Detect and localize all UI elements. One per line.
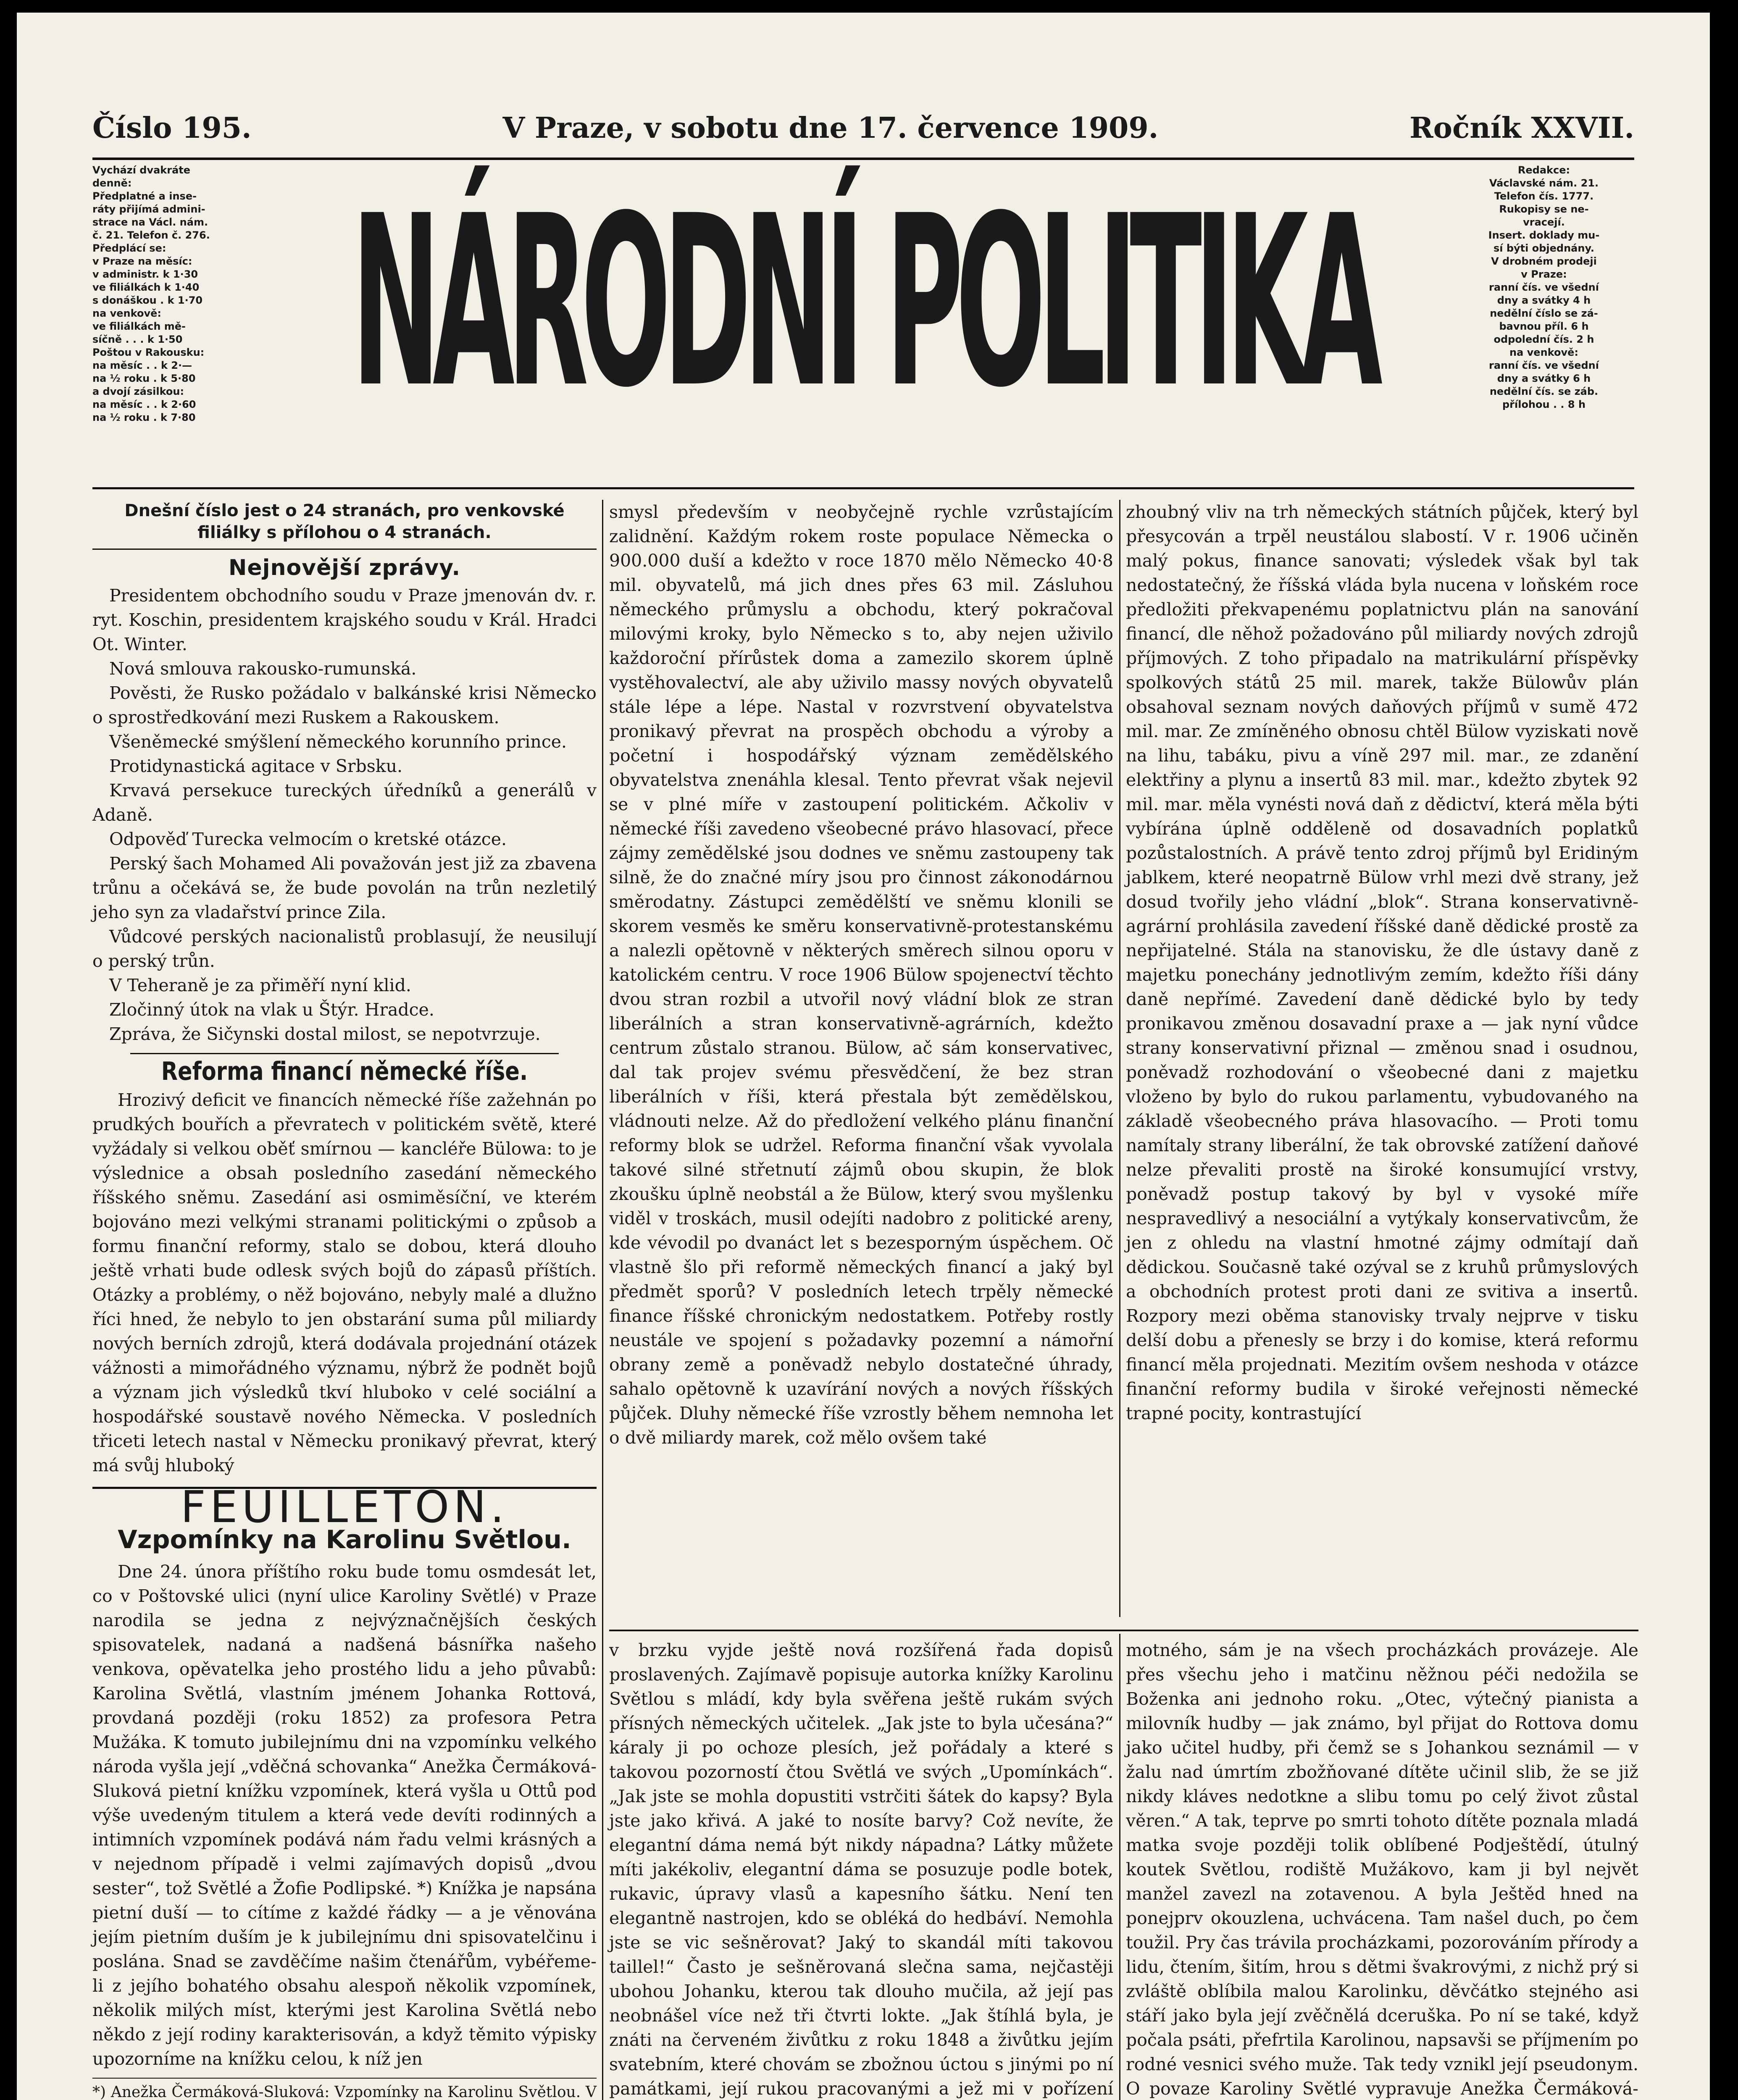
column-1 [92, 500, 597, 2100]
subscription-info-text: Vychází dvakráte denně: Předplatné a inse- ráty přijímá admini- strace na Václ. nám. č. 21. Telefon č. 276. Předplácí se: v Praze na měsíc: v administr. k 1·30 ve filiálkách k 1·40 s donáškou . k 1·70 na venkově: ve filiálkách mě- síčně . . . k 1·50 Poštou v Rakousku: na měsíc . . k 2·— na ½ roku . k 5·80 a dvojí zásilkou: na měsíc . . k 2·60 na ½ roku . k 7·80 [92, 164, 210, 423]
feuilleton-text-col3: motného, sám je na všech procházkách provázeje. Ale přes všechu jeho i matčinu něžnou péči nedožila se Boženka ani jednoho roku. „Otec, výtečný pianista a milovník hudby — jak známo, byl přijat do Rottova domu jako učitel hudby, při čemž se s Johankou seznámil — v žalu nad úmrtím zbožňované dítěte učinil slib, že se již nikdy kláves nedotkne a slibu tomu po celý život zůstal věren.“ A tak, teprve po smrti tohoto dítěte poznala mladá matka svoje později tolik oblíbené Podještědí, útulný koutek Světlou, rodiště Mužákovo, kam ji byl největ manžel zavezl na zotavenou. A byla Ještěd hned na ponejprv okouzlena, uchvácena. Tam našel duch, po čem toužil. Pry čas trávila procházkami, pozorováním přírody a lidu, čtením, šitím, hrou s dětmi švakrovými, z nichž prý si zvláště oblíbila malou Karolinku, děvčátko stejného asi stáří jako byla její zvěčnělá dceruška. Po ní se také, když počala psáti, přefrtila Karolinou, napsavši se příjmením po rodné vesnici svého muže. Tak tedy vznikl její pseudonym. O povaze Karoliny Světlé vypravuje Anežka Čermáková- [1126, 1640, 1638, 2099]
feuilleton-separator [609, 1630, 1638, 1631]
news-heading: Nejnovější zprávy. [228, 555, 461, 580]
news-item: Protidynastická agitace v Srbsku. [109, 756, 403, 776]
masthead-bottom-rule [92, 487, 1634, 489]
newspaper-title [352, 165, 1375, 439]
reform-article-continued: zhoubný vliv na trh německých státních půjček, který byl přesycován a trpěl neustálou slabostí. V r. 1906 učiněn malý pokus, finance sanovati; výsledek však byl tak nedostatečný, že říšská vláda byla nucena v loňském roce předložiti překvapenému poplatnictvu plán na sanování financí, dle něhož požadováno půl miliardy nových zdrojů příjmových. Z toho připadalo na matrikulární příspěvky spolkových států 25 mil. marek, takže Bülowův plán obsahoval seznam nových daňových příjmů v sumě 472 mil. mar. Ze zmíněného obnosu chtěl Bülow vyziskati nově na lihu, tabáku, pivu a víně 297 mil. mar., ze zdanění elektřiny a plynu a insertů 83 mil. mar., kdežto zbytek 92 mil. mar. měla vynésti nová daň z dědictví, která měla býti vybírána úplně odděleně od dosavadních poplatků pozůstalostních. A právě tento zdroj příjmů byl Eridiným jablkem, které neopatrně Bülow vrhl mezi dvě strany, jež dosud tvořily jeho vládní „blok“. Strana konservativně-agrární prohlásila zavedení říšské daně dědické prostě za nepřijatelné. Stála na stanovisku, že dle ústavy daně z majetku ponechány jednotlivým zemím, kdežto říši dány daně nepřímé. Zavedení daně dědické bylo by tedy pronikavou změnou dosavadní praxe a — jak nyní vůdce strany konservativní přiznal — změnou snad i osudnou, poněvadž rozhodování o všeobecné dani z majetku vloženo by bylo do rukou parlamentu, vybudovaného na základě všeobecného práva hlasovacího. — Proti tomu namítaly strany liberální, že tak obrovské zatížení daňové nelze převaliti prostě na široké konsumující vrstvy, poněvadž postup takový by byl v vysoké míře nespravedlivý a nesociální a vytýkaly konservativcům, že jen z ohledu na vlastní hmotné zájmy odmítají daň dědickou. Současně také ozýval se z kruhů průmyslových a obchodních protest proti dani ze svitiva a insertů. Rozpory mezi oběma stanovisky trvaly nejprve v tisku delší dobu a přenesly se brzy i do komise, která reformu financí měla projednati. Mezitím ovšem neshoda v otázce finanční reformy budila v široké veřejnosti německé trapné pocity, kontrastující [1126, 502, 1638, 1423]
footnote: *) Anežka Čermáková-Sluková: Vzpomínky na Karolinu Světlou. V [92, 2078, 597, 2100]
news-item: Krvavá persekuce tureckých úředníků a generálů v Adaně. [92, 780, 597, 825]
news-list [92, 583, 597, 1046]
feuilleton-text: Dne 24. února příštího roku bude tomu osmdesát let, co v Poštovské ulici (nyní ulice Karoliny Světlé) v Praze narodila se jedna z nejvýznačnějších českých spisovatelek, nadaná a nadšená básnířka našeho venkova, opěvatelka jeho prostého lidu a jeho půvabů: Karolina Světlá, vlastním jménem Johanka Rottová, provdaná později (roku 1852) za profesora Petra Mužáka. K tomuto jubilejnímu dni na vzpomínku velkého národa vyšla její „vděčná schovanka“ Anežka Čermáková-Sluková pietní knížku vzpomínek, která vyšla u Ottů pod výše uvedeným titulem a která vede devíti rodinných a intimních vzpomínek podává nám řadu velmi krásných a v nejednom případě i velmi zajímavých dopisů „dvou sester“, tož Světlé a Žofie Podlipské. *) Knížka je napsána pietní duší — to cítíme z každé řádky — a je věnována jejím pietním duším je k jubilejnímu dni spisovatelčinu i poslána. Snad se zavděčíme našim čtenářům, vybéřeme-li z jejího bohatého obsahu alespoň několik vzpomínek, několik milých míst, kterými jest Karolina Světlá nebo někdo z její rodiny karakterisován, a když těmito výpisky upozorníme na knížku celou, k níž jen [92, 1562, 597, 2069]
subscription-info-box [92, 164, 273, 424]
issue-notice: Dnešní číslo jest o 24 stranách, pro venkovské filiálky s přílohou o 4 stranách. [92, 500, 597, 550]
masthead-rule [92, 158, 1634, 160]
feuilleton-continued-col3 [1126, 1638, 1638, 2100]
editorial-info-box [1454, 164, 1634, 411]
column-2 [609, 500, 1113, 1450]
issue-number: Číslo 195. [92, 111, 252, 145]
news-item: Perský šach Mohamed Ali považován jest již za zbavena trůnu a očekává se, že bude povolán na trůn nezletilý jeho syn za vladařství prince Zila. [92, 853, 597, 922]
news-item: V Teheraně je za přiměří nyní klid. [109, 975, 411, 995]
news-item: Všeněmecké smýšlení německého korunního prince. [109, 732, 567, 752]
reform-article-text: Hrozivý deficit ve financích německé říše zažehnán po prudkých bouřích a převratech v politickém světě, které vyžádaly si velkou oběť smírnou — kancléře Bülowa: to je výslednice a obsah posledního zasedání německého říšského sněmu. Zasedání asi osmiměsíční, ve kterém bojováno mezi velkými stranami politickými o způsob a formu finanční reformy, stalo se dobou, která dlouho ještě vrhati bude odlesk svých bojů do zápasů příštích. Otázky a problémy, o něž bojováno, nebyly malé a dlužno říci hned, že nebylo to jen obstarání suma půl miliardy nových berních zdrojů, která dodávala projednání otázek vážnosti a mimořádného významu, nýbrž že podnět bojů a význam jich výsledků tkví hluboko v celé sociální a hospodářské soustavě nového Německa. V posledních třiceti letech nastal v Německu pronikavý převrat, který má svůj hluboký [92, 1090, 597, 1475]
column-divider [1119, 1634, 1120, 2100]
reform-article-heading: Reforma financí německé říše. [130, 1053, 559, 1084]
masthead-top-line [92, 105, 1634, 151]
reform-article-continued: smysl především v neobyčejně rychle vzrůstajícím zalidnění. Každým rokem roste populace Německa o 900.000 duší a kdežto v roce 1870 mělo Německo 40·8 mil. obyvatelů, má jich dnes přes 63 mil. Zásluhou německého průmyslu a obchodu, který pokračoval milovými kroky, bylo Německo s to, aby nejen uživilo každoroční přírůstek doma a zamezilo skorem úplně vystěhovalectví, ale aby uživilo massy nových obyvatelů stále lépe a lépe. Nastal v rozvrstvení obyvatelstva pronikavý převrat na prospěch obchodu a výroby a početní i hospodářský význam zemědělského obyvatelstva znenáhla klesal. Tento převrat však nejevil se v plné míře v zastoupení politickém. Ačkoliv v německé říši zavedeno všeobecné právo hlasovací, přece zájmy zemědělské jsou dodnes ve sněmu zastoupeny tak silně, že do značné míry jsou pro činnost zákonodárnou směrodatny. Zástupci zemědělští ve sněmu klonili se skorem vesměs ke směru konservativně-protestanskému a nalezli opětovně v některých směrech silnou oporu v katolickém centru. V roce 1906 Bülow spojenectví těchto dvou stran rozbil a utvořil nový vládní blok ze stran liberálních a stran konservativně-agrárních, kdežto centrum zůstalo stranou. Bülow, ač sám konservativec, dal tak projev svému přesvědčení, že bez stran liberálních v říši, která přestala být zemědělskou, vládnouti nelze. Až do předložení velkého plánu finanční reformy blok se udržel. Reforma finanční však vyvolala takové silné střetnutí zájmů obou skupin, že blok zkoušku úplně neobstál a že Bülow, který svou myšlenku viděl v troskách, musil odejíti nadobro z politické areny, kde vévodil po dvanáct let s bezesporným úspěchem. Oč vlastně šlo při reformě německých financí a jaký byl předmět sporů? V posledních letech trpěly německé finance říšské chronickým nedostatkem. Potřeby rostly neustále ve spojení s požadavky pozemní a námořní obrany země a poněvadž nebylo dostatečné úhrady, sahalo opětovně k uzavírání nových a nových říšských půjček. Dluhy německé říše vzrostly během nemnoha let o dvě miliardy marek, což mělo ovšem také [609, 502, 1113, 1448]
news-item: Vůdcové perských nacionalistů problasují, že neusilují o perský trůn. [92, 927, 597, 971]
news-item: Zločinný útok na vlak u Štýr. Hradce. [109, 1000, 434, 1020]
news-item: Zpráva, že Sičynski dostal milost, se nepotvrzuje. [109, 1024, 541, 1044]
dateline: V Praze, v sobotu dne 17. července 1909. [502, 111, 1159, 145]
feuilleton-text-col2: v brzku vyjde ještě nová rozšířená řada dopisů proslavených. Zajímavě popisuje autorka knížky Karolinu Světlou s mládí, kdy byla svěřena ještě rukám svých přísných německých učitelek. „Jak jste to byla učesána?“ káraly ji po ochoze plesích, jež pořádaly a které s takovou pozorností čtou Světlá ve svých „Upomínkách“. „Jak jste se mohla dopustiti vstrčiti šátek do kapsy? Byla jste jako křivá. A jaké to nosíte barvy? Což nevíte, že elegantní dáma nemá být nikdy nápadna? Látky můžete míti jakékoliv, elegantní dáma se posuzuje podle botek, rukavic, úpravy vlasů a kapesního šátku. Není ten elegantně nastrojen, kdo se obléká do hedbáví. Nemohla jste se vic sešněrovat? Jaký to skandál míti takovou taillel!“ Často je sešněrovaná slečna sama, nejčastěji ubohou Johanku, kterou tak dlouho mučila, až její pas neobnášel více než tři čtvrti lokte. „Jak štíhlá byla, je znáti na červeném živůtku z roku 1848 a živůtku jejím svatebním, které chovám se zbožnou úctou s jinými po ní památkami, její rukou pracovanými a jež mi v pořízení [609, 1640, 1113, 2099]
volume-number: Ročník XXVII. [1409, 111, 1634, 145]
column-divider [602, 500, 603, 2100]
column-divider [1119, 500, 1120, 1617]
column-3 [1126, 500, 1638, 1425]
newspaper-title-text: NÁRODNÍ POLITIKA [352, 165, 1375, 439]
news-item: Odpověď Turecka velmocím o kretské otázce. [109, 829, 507, 849]
news-item: Nová smlouva rakousko-rumunská. [109, 659, 417, 679]
news-item: Pověsti, že Rusko požádalo v balkánské krisi Německo o sprostředkování mezi Ruskem a Rakouskem. [92, 683, 597, 727]
newspaper-page [17, 13, 1710, 2100]
feuilleton-continued-col2 [609, 1638, 1113, 2100]
news-item: Presidentem obchodního soudu v Praze jmenován dv. r. ryt. Koschin, presidentem krajského soudu v Král. Hradci Ot. Winter. [92, 585, 597, 654]
feuilleton-title: FEUILLETON. [180, 1481, 509, 1533]
editorial-info-text: Redakce: Václavské nám. 21. Telefon čís. 1777. Rukopisy se ne- vracejí. Insert. doklady mu- sí býti objednány. V drobném prodeji v Praze: ranní čís. ve všední dny a svátky 4 h nedělní číslo se zá- bavnou příl. 6 h odpolední čís. 2 h na venkově: ranní čís. ve všední dny a svátky 6 h nedělní čís. se záb. přílohou . . 8 h [1488, 164, 1600, 410]
feuilleton-subtitle: Vzpomínky na Karolinu Světlou. [118, 1525, 571, 1554]
